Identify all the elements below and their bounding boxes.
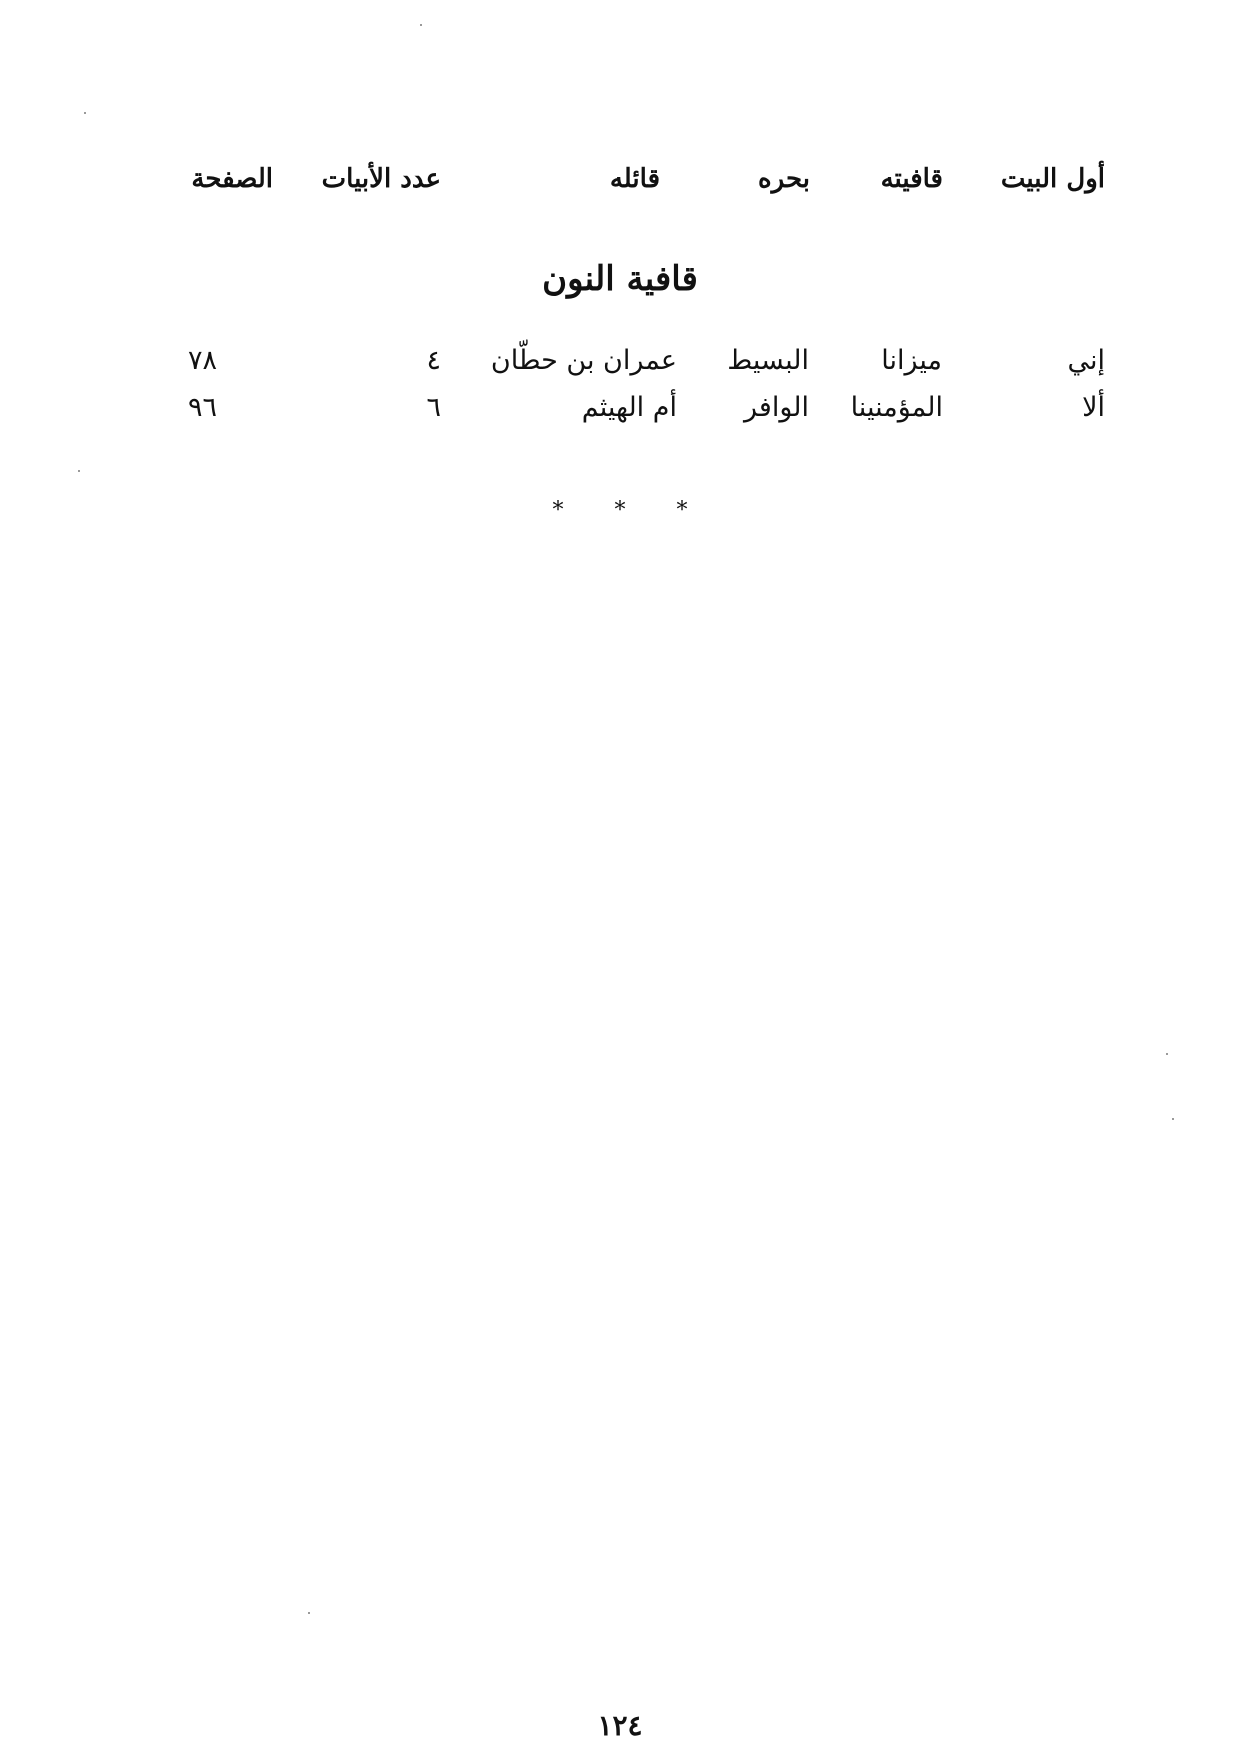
- row-page: ٩٦: [187, 392, 217, 423]
- header-meter: بحره: [758, 164, 810, 194]
- header-verse-count: عدد الأبيات: [321, 164, 441, 194]
- scan-speck: [308, 1612, 310, 1614]
- row-poet: عمران بن حطّان: [490, 345, 677, 376]
- separator-star: *: [676, 498, 688, 523]
- scan-speck: [420, 24, 422, 26]
- row-meter: البسيط: [727, 345, 809, 376]
- header-first-verse: أول البيت: [1000, 164, 1105, 194]
- separator-star: *: [614, 498, 626, 523]
- header-poet: قائله: [609, 164, 660, 194]
- scan-speck: [1166, 1053, 1168, 1055]
- scan-speck: [1172, 1118, 1174, 1120]
- row-verse-count: ٤: [426, 345, 441, 376]
- row-page: ٧٨: [187, 345, 217, 376]
- row-verse-count: ٦: [426, 392, 441, 423]
- row-meter: الوافر: [744, 392, 809, 423]
- row-poet: أم الهيثم: [581, 392, 677, 423]
- section-separator: [0, 500, 1240, 522]
- page-number: ١٢٤: [597, 1709, 643, 1742]
- row-rhyme: المؤمنينا: [850, 392, 943, 423]
- row-first-verse: إني: [1067, 345, 1105, 376]
- section-title: قافية النون: [542, 259, 698, 299]
- row-rhyme: ميزانا: [881, 345, 942, 376]
- row-first-verse: ألا: [1082, 392, 1105, 423]
- header-rhyme: قافيته: [880, 164, 943, 194]
- scan-speck: [84, 112, 86, 114]
- separator-star: *: [552, 498, 564, 523]
- scan-speck: [78, 470, 80, 472]
- header-page: الصفحة: [191, 164, 273, 194]
